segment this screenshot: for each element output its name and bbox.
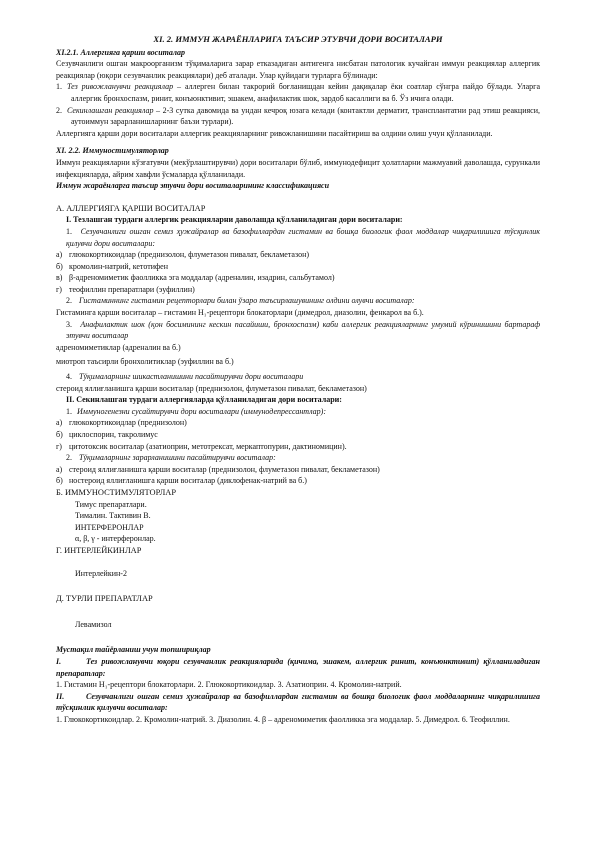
- group-4-body: стероид яллиғланишга қарши воситалар (преднизолон, флуметазон пивалат, бекламетазон): [56, 383, 367, 393]
- class-b-line-4: α, β, γ - интерферонлар.: [75, 534, 156, 544]
- selfwork-question-2: II. Сезувчанлиги ошган семиз ҳужайралар ва базофиллардан гистамин ва бошқа биологик фаол моддаларнинг чиқарилишига тўсқинлик қилувчи воситалар:: [56, 691, 540, 713]
- group-4-title: 4. Тўқималарнинг шикастланишини пасайтирувчи дори воситалари: [66, 372, 304, 382]
- class-a-heading: А. АЛЛЕРГИЯГА ҚАРШИ ВОСИТАЛАР: [56, 203, 206, 213]
- list-item: г) теофиллин препаратлари (эуфиллин): [56, 284, 195, 294]
- selfwork-answer-1: 1. Гистамин H₁-рецептори блокаторлари. 2. Глюкокортикоидлар. 3. Азатиоприн. 4. Кромолин-натрий.: [56, 680, 402, 690]
- selfwork-answer-2: 1. Глюкокортикоидлар. 2. Кромолин-натрий. 3. Диазолин. 4. β – адреномиметик фаолликка эга моддалар. 5. Димедрол. 6. Теофиллин.: [56, 714, 510, 724]
- reaction-type-item-2: 2. Секинлашган реакциялар – 2-3 сутка давомида ва ундан кечроқ юзага келади (контактли дерматит, трансплантатни рад этиш реакцияси, аутоиммун зарарланишларнинг баъзи турлари).: [56, 105, 541, 127]
- class-d-line: Левамизол: [75, 619, 112, 629]
- allergy-outro-paragraph: Аллергияга қарши дори воситалари аллергик реакцияларнинг ривожланишини пасайтириш ва олдини олиш учун қўлланилади.: [56, 128, 493, 138]
- reaction-type-item-1: 1. Тез ривожланувчи реакциялар – аллерген билан такрорий боғланишдан кейин дақиқалар ёки соатлар сўнгра пайдо бўлади. Уларга аллергик бронхоспазм, ринит, конъюнктивит, эшакем, анафилактик шок, зардоб касаллиги ва б. Ўз ичига олади.: [56, 82, 540, 103]
- group-2-body: Гистаминга қарши воситалар – гистамин H₁-рецептори блокаторлари (димедрол, диазолин, фенкарол ва б.).: [56, 308, 424, 318]
- list-item: г) цитотоксик воситалар (азатиоприн, метотрексат, меркаптопурин, дактиномицин).: [56, 441, 347, 451]
- section-heading-allergy: XI.2.1. Аллергияга қарши воситалар: [56, 47, 185, 57]
- class-d-heading: Д. ТУРЛИ ПРЕПАРАТЛАР: [56, 594, 153, 604]
- page-title: XI. 2. ИММУН ЖАРАЁНЛАРИГА ТАЪСИР ЭТУВЧИ ДОРИ ВОСИТАЛАРИ: [153, 34, 443, 44]
- list-item: б) кромолин-натрий, кетотифен: [56, 261, 169, 271]
- class-b-line-2: Тималин. Тактивин В.: [75, 511, 151, 521]
- group-1-title: 1. Сезувчанлиги ошган семиз ҳужайралар ва базофиллардан гистамин ва бошқа биологик фаол моддалар чиқарилишига тўсқинлик қилувчи дори воситалари:: [66, 226, 541, 248]
- immunostimulators-paragraph: Иммун реакцияларни кўзғатувчи (мекўрлаштирувчи) дори воситалари бўлиб, иммунодефицит ҳолатларни мажмуавий даволашда, сурункали инфекцияларда, айрим хавфли ўсмаларда қўлланилади.: [56, 157, 540, 179]
- list-item: б) циклоспорин, такролимус: [56, 430, 158, 439]
- allergy-intro-paragraph: Сезувчанлиги ошган макроорганизм тўқималарига зарар етказадиган антигенга нисбатан патологик кучайган иммун реакциялар аллергик реакциялар (юқори сезувчанлик реакциялари) деб аталади. Улар қуйидаги турларга бўлинади:: [56, 59, 540, 80]
- class-g-heading: Г. ИНТЕРЛЕЙКИНЛАР: [56, 545, 142, 555]
- list-item: а) стероид яллиғланишга қарши воситалар (преднизолон, флуметазон пивалат, бекламетазон): [56, 464, 380, 474]
- group-3-title: 3. Анафилактик шок (қон босимининг кескин пасайиши, бронхоспазм) каби аллергик реакцияларнинг умумий кўринишини бартараф этувчи воситалар: [66, 319, 541, 341]
- selfwork-heading: Мустақил тайёрланиш учун топшириқлар: [56, 645, 211, 655]
- group-3-line-1: адреномиметиклар (адреналин ва б.): [56, 342, 181, 352]
- selfwork-question-1: I. Тез ривожланувчи юқори сезувчанлик реакцияларида (қичима, эшакем, аллергик ринит, конъюнктивит) қўлланиладиган препаратлар:: [56, 656, 540, 678]
- group-ii-1-title: 1. Иммуногенезни сусайтирувчи дори воситалари (иммунодепрессантлар):: [66, 406, 326, 416]
- group-3-line-2: миотроп таъсирли бронхолитиклар (эуфиллин ва б.): [56, 357, 234, 367]
- list-item: б) ностероид яллиғланишга қарши воситалар (диклофенак-натрий ва б.): [56, 476, 307, 486]
- document-page: [56, 34, 540, 725]
- class-b-line-1: Тимус препаратлари.: [75, 499, 147, 509]
- class-b-heading: Б. ИММУНОСТИМУЛЯТОРЛАР: [56, 487, 176, 497]
- section-heading-immunostimulators: XI. 2.2. Иммуностимуляторлар: [56, 146, 169, 156]
- class-a-subheading-2: II. Секинлашган турдаги аллергияларда қўлланиладиган дори воситалари:: [66, 395, 342, 405]
- list-item: а) глюкокортикоидлар (преднизолон, флуметазон пивалат, бекламетазон): [56, 250, 310, 260]
- group-2-title: 2. Гистаминнинг гистамин рецепторлари билан ўзаро таъсирлашувининг олдини олувчи воситалар:: [66, 296, 415, 306]
- classification-heading: Иммун жараёнларга таъсир этувчи дори воситаларининг классификацияси: [56, 181, 330, 191]
- class-a-subheading-1: I. Тезлашган турдаги аллергик реакцияларни даволашда қўлланиладиган дори воситалари:: [66, 215, 403, 225]
- class-g-line: Интерлейкин-2: [75, 568, 127, 578]
- list-item: в) β-адреномиметик фаолликка эга моддалар (адреналин, изадрин, сальбутамол): [56, 273, 335, 283]
- group-ii-2-title: 2. Тўқималарнинг зарарланишини пасайтирувчи воситалар:: [66, 453, 276, 463]
- class-b-line-3: ИНТЕРФЕРОНЛАР: [75, 522, 144, 532]
- list-item: а) глюкокортикоидлар (преднизолон): [56, 418, 187, 428]
